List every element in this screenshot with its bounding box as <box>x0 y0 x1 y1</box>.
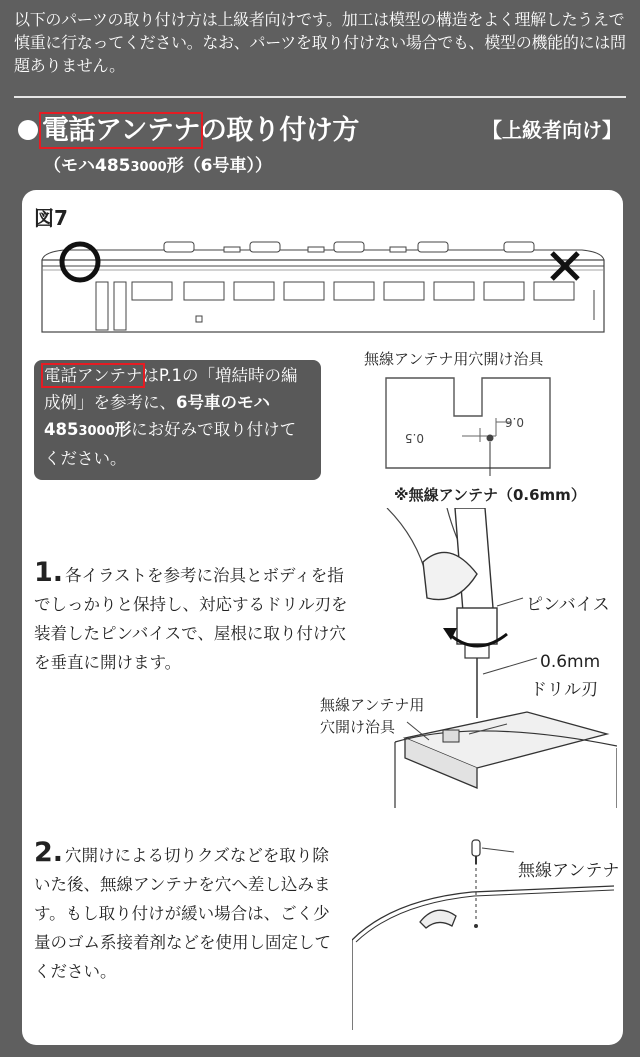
level-badge: 【上級者向け】 <box>482 118 622 142</box>
divider <box>14 96 626 98</box>
step-text: 穴開けによる切りクズなどを取り除いた後、無線アンテナを穴へ差し込みます。もし取り付けが緩い場合は、ごく少量のゴム系接着剤などを使用し固定してください。 <box>34 846 331 981</box>
step-1 <box>34 558 354 677</box>
intro-text: 以下のパーツの取り付け方は上級者向けです。加工は模型の構造をよく理解したうえで慎重に行なってください。なお、パーツを取り付けない場合でも、模型の機能的には問題ありません。 <box>14 10 626 75</box>
svg-text:0.6: 0.6 <box>504 415 524 429</box>
label-jig-line2: 穴開け治具 <box>320 718 396 736</box>
label-antenna: 無線アンテナ <box>518 861 620 881</box>
callout-highlight: 電話アンテナ <box>44 366 143 385</box>
section-heading <box>18 108 359 147</box>
step-2 <box>34 838 334 986</box>
jig-note: ※無線アンテナ（0.6mm） <box>394 486 586 504</box>
step-number: 2. <box>34 837 64 868</box>
subtitle: （モハ4853000形（6号車）） <box>44 156 273 176</box>
jig-title: 無線アンテナ用穴開け治具 <box>364 350 544 368</box>
label-jig-line1: 無線アンテナ用 <box>320 696 425 714</box>
label-drill-bit: ドリル刃 <box>530 680 598 700</box>
bullet-icon <box>18 120 38 140</box>
step-number: 1. <box>34 557 64 588</box>
note-callout: 電話アンテナはP.1の「増結時の編成例」を参考に、6号車のモハ4853000形にお好みで取り付けてください。 <box>34 360 321 480</box>
svg-text:0.5: 0.5 <box>404 431 424 445</box>
label-pinvise: ピンバイス <box>526 595 610 615</box>
heading-highlight: 電話アンテナ <box>42 115 200 146</box>
train-side-diagram <box>34 230 612 340</box>
content-panel <box>22 190 623 1045</box>
jig-top-diagram <box>384 376 554 476</box>
label-drill-size: 0.6mm <box>540 652 601 672</box>
figure-label: 図7 <box>34 206 68 230</box>
step-text: 各イラストを参考に治具とボディを指でしっかりと保持し、対応するドリル刃を装着したピンバイスで、屋根に取り付け穴を垂直に開けます。 <box>34 566 348 672</box>
heading-rest: の取り付け方 <box>199 115 359 146</box>
